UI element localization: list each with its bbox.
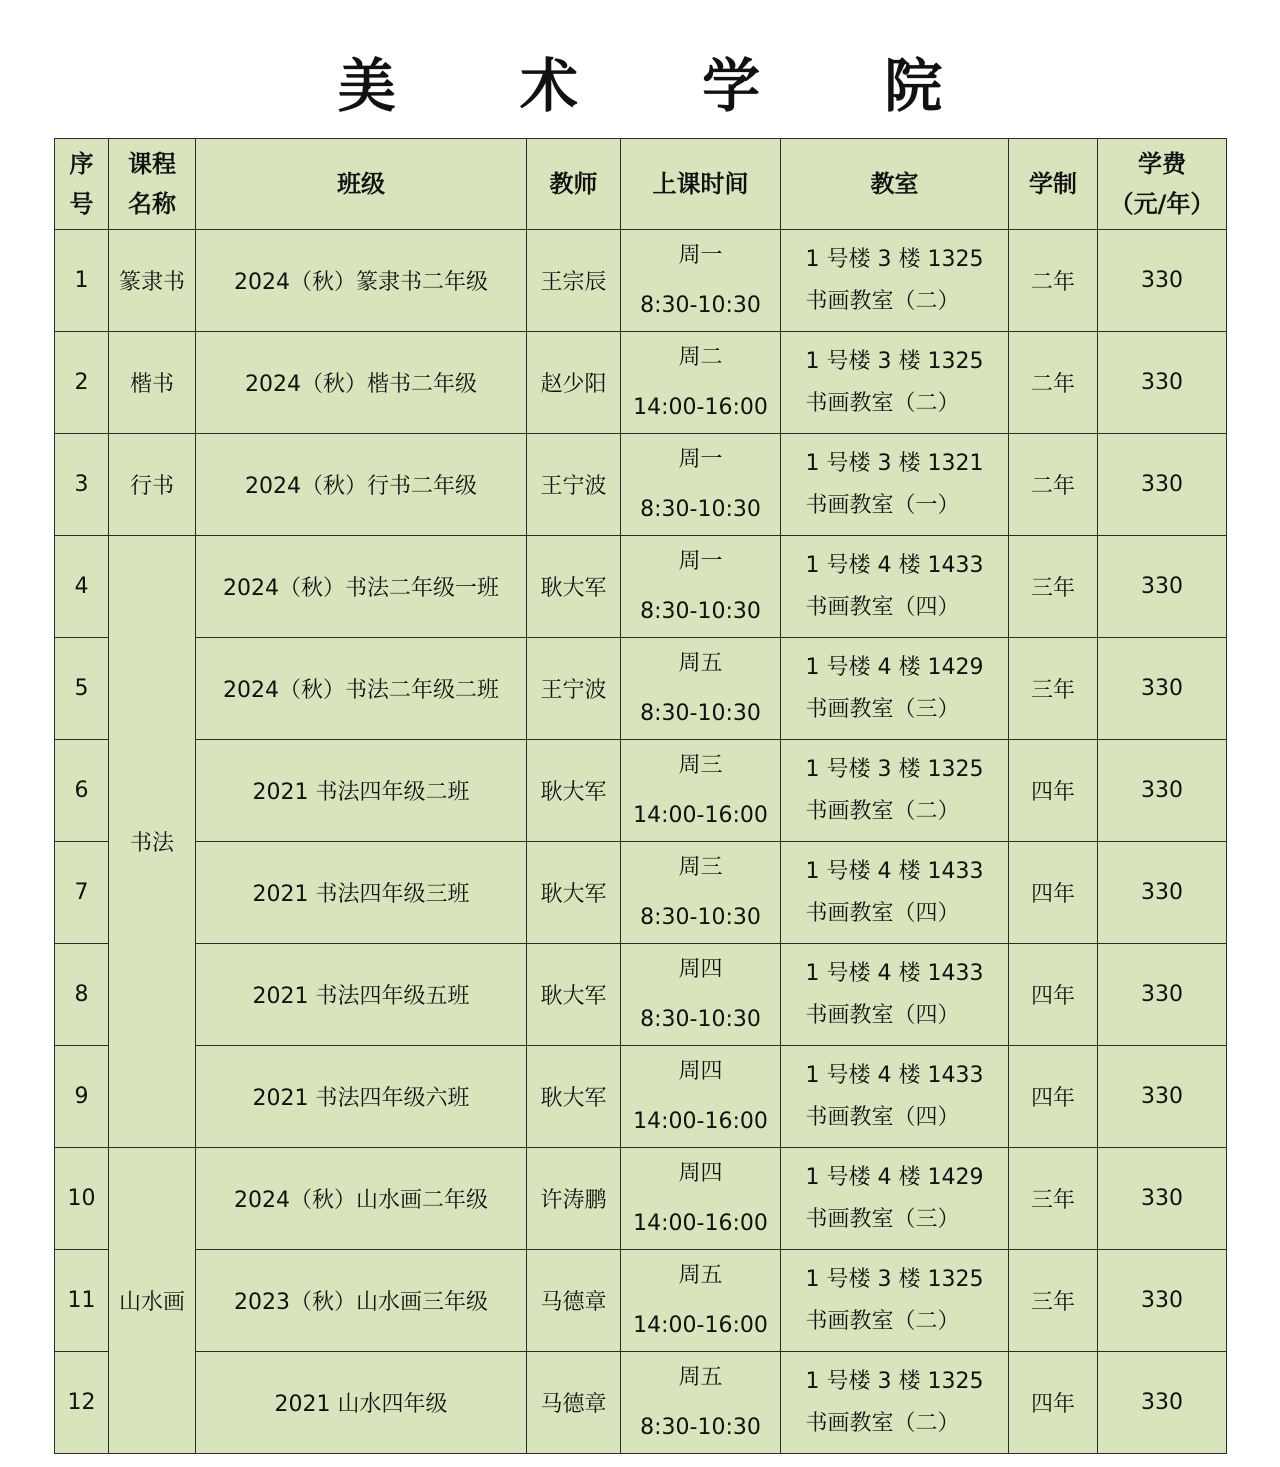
row-number: 11 xyxy=(55,1250,109,1352)
room-name: 书画教室（四） xyxy=(805,900,960,926)
row-number: 9 xyxy=(55,1046,109,1148)
weekday: 周二 xyxy=(678,344,723,370)
teacher-name: 马德章 xyxy=(527,1352,621,1454)
course-name: 山水画 xyxy=(109,1148,196,1454)
class-name: 2021 书法四年级三班 xyxy=(196,842,527,944)
teacher-name: 王宁波 xyxy=(527,434,621,536)
room-name: 书画教室（二） xyxy=(805,288,960,314)
course-name: 行书 xyxy=(109,434,196,536)
table-row xyxy=(55,740,1227,842)
header-fee: 学费 （元/年） xyxy=(1098,139,1227,230)
tuition-fee: 330 xyxy=(1098,230,1227,332)
class-time xyxy=(621,944,781,1046)
class-time xyxy=(621,536,781,638)
duration: 二年 xyxy=(1009,434,1098,536)
classroom xyxy=(781,1352,1009,1454)
header-row xyxy=(55,139,1227,230)
table-row xyxy=(55,1250,1227,1352)
row-number: 12 xyxy=(55,1352,109,1454)
classroom xyxy=(781,740,1009,842)
class-name: 2024（秋）山水画二年级 xyxy=(196,1148,527,1250)
room-location: 1 号楼 3 楼 1325 xyxy=(805,756,984,782)
tuition-fee: 330 xyxy=(1098,638,1227,740)
header-duration: 学制 xyxy=(1009,139,1098,230)
time-range: 14:00-16:00 xyxy=(633,802,768,828)
teacher-name: 耿大军 xyxy=(527,536,621,638)
teacher-name: 耿大军 xyxy=(527,842,621,944)
weekday: 周五 xyxy=(678,1262,723,1288)
weekday: 周三 xyxy=(678,752,723,778)
classroom xyxy=(781,1046,1009,1148)
weekday: 周一 xyxy=(678,446,723,472)
room-location: 1 号楼 3 楼 1321 xyxy=(805,450,984,476)
duration: 四年 xyxy=(1009,944,1098,1046)
tuition-fee: 330 xyxy=(1098,1046,1227,1148)
time-range: 8:30-10:30 xyxy=(640,1006,761,1032)
teacher-name: 许涛鹏 xyxy=(527,1148,621,1250)
class-time xyxy=(621,1352,781,1454)
table-row xyxy=(55,332,1227,434)
class-name: 2021 书法四年级五班 xyxy=(196,944,527,1046)
class-time xyxy=(621,1046,781,1148)
row-number: 6 xyxy=(55,740,109,842)
row-number: 10 xyxy=(55,1148,109,1250)
duration: 二年 xyxy=(1009,332,1098,434)
duration: 四年 xyxy=(1009,1352,1098,1454)
room-location: 1 号楼 4 楼 1433 xyxy=(805,960,984,986)
table-row xyxy=(55,1046,1227,1148)
time-range: 14:00-16:00 xyxy=(633,1210,768,1236)
class-time xyxy=(621,230,781,332)
teacher-name: 王宗辰 xyxy=(527,230,621,332)
classroom xyxy=(781,944,1009,1046)
room-name: 书画教室（二） xyxy=(805,1410,960,1436)
tuition-fee: 330 xyxy=(1098,332,1227,434)
weekday: 周四 xyxy=(678,956,723,982)
course-schedule-table xyxy=(54,138,1227,1454)
room-location: 1 号楼 3 楼 1325 xyxy=(805,348,984,374)
time-range: 8:30-10:30 xyxy=(640,598,761,624)
time-range: 8:30-10:30 xyxy=(640,904,761,930)
weekday: 周五 xyxy=(678,650,723,676)
class-name: 2021 书法四年级六班 xyxy=(196,1046,527,1148)
class-time xyxy=(621,332,781,434)
class-name: 2024（秋）行书二年级 xyxy=(196,434,527,536)
duration: 四年 xyxy=(1009,1046,1098,1148)
table-row xyxy=(55,230,1227,332)
table-row xyxy=(55,944,1227,1046)
room-name: 书画教室（二） xyxy=(805,798,960,824)
tuition-fee: 330 xyxy=(1098,1352,1227,1454)
classroom xyxy=(781,332,1009,434)
tuition-fee: 330 xyxy=(1098,944,1227,1046)
time-range: 8:30-10:30 xyxy=(640,1414,761,1440)
weekday: 周三 xyxy=(678,854,723,880)
time-range: 14:00-16:00 xyxy=(633,1108,768,1134)
duration: 三年 xyxy=(1009,638,1098,740)
course-name: 篆隶书 xyxy=(109,230,196,332)
room-location: 1 号楼 3 楼 1325 xyxy=(805,246,984,272)
row-number: 1 xyxy=(55,230,109,332)
course-name: 楷书 xyxy=(109,332,196,434)
header-time: 上课时间 xyxy=(621,139,781,230)
classroom xyxy=(781,536,1009,638)
duration: 四年 xyxy=(1009,740,1098,842)
time-range: 8:30-10:30 xyxy=(640,496,761,522)
room-location: 1 号楼 3 楼 1325 xyxy=(805,1368,984,1394)
room-location: 1 号楼 3 楼 1325 xyxy=(805,1266,984,1292)
table-row xyxy=(55,842,1227,944)
class-time xyxy=(621,740,781,842)
duration: 三年 xyxy=(1009,536,1098,638)
room-name: 书画教室（四） xyxy=(805,594,960,620)
row-number: 2 xyxy=(55,332,109,434)
class-time xyxy=(621,638,781,740)
room-location: 1 号楼 4 楼 1433 xyxy=(805,858,984,884)
class-time xyxy=(621,1250,781,1352)
classroom xyxy=(781,230,1009,332)
classroom xyxy=(781,1250,1009,1352)
weekday: 周五 xyxy=(678,1364,723,1390)
room-name: 书画教室（四） xyxy=(805,1104,960,1130)
room-location: 1 号楼 4 楼 1433 xyxy=(805,552,984,578)
header-room: 教室 xyxy=(781,139,1009,230)
class-time xyxy=(621,842,781,944)
teacher-name: 耿大军 xyxy=(527,740,621,842)
class-name: 2023（秋）山水画三年级 xyxy=(196,1250,527,1352)
class-name: 2024（秋）书法二年级一班 xyxy=(196,536,527,638)
duration: 三年 xyxy=(1009,1148,1098,1250)
class-name: 2024（秋）楷书二年级 xyxy=(196,332,527,434)
row-number: 5 xyxy=(55,638,109,740)
class-name: 2024（秋）书法二年级二班 xyxy=(196,638,527,740)
tuition-fee: 330 xyxy=(1098,536,1227,638)
row-number: 4 xyxy=(55,536,109,638)
duration: 四年 xyxy=(1009,842,1098,944)
time-range: 8:30-10:30 xyxy=(640,292,761,318)
table-row xyxy=(55,536,1227,638)
teacher-name: 王宁波 xyxy=(527,638,621,740)
table-row xyxy=(55,434,1227,536)
room-name: 书画教室（二） xyxy=(805,390,960,416)
table-row xyxy=(55,1352,1227,1454)
row-number: 7 xyxy=(55,842,109,944)
classroom xyxy=(781,434,1009,536)
page-title: 美 术 学 院 xyxy=(337,52,995,120)
time-range: 14:00-16:00 xyxy=(633,394,768,420)
tuition-fee: 330 xyxy=(1098,434,1227,536)
duration: 三年 xyxy=(1009,1250,1098,1352)
room-location: 1 号楼 4 楼 1429 xyxy=(805,1164,984,1190)
classroom xyxy=(781,638,1009,740)
tuition-fee: 330 xyxy=(1098,1250,1227,1352)
teacher-name: 赵少阳 xyxy=(527,332,621,434)
classroom xyxy=(781,1148,1009,1250)
table-row xyxy=(55,638,1227,740)
room-name: 书画教室（一） xyxy=(805,492,960,518)
class-name: 2021 书法四年级二班 xyxy=(196,740,527,842)
time-range: 14:00-16:00 xyxy=(633,1312,768,1338)
tuition-fee: 330 xyxy=(1098,740,1227,842)
class-time xyxy=(621,434,781,536)
tuition-fee: 330 xyxy=(1098,842,1227,944)
room-location: 1 号楼 4 楼 1429 xyxy=(805,654,984,680)
class-name: 2021 山水四年级 xyxy=(196,1352,527,1454)
class-name: 2024（秋）篆隶书二年级 xyxy=(196,230,527,332)
table-row xyxy=(55,1148,1227,1250)
tuition-fee: 330 xyxy=(1098,1148,1227,1250)
weekday: 周一 xyxy=(678,548,723,574)
header-class: 班级 xyxy=(196,139,527,230)
teacher-name: 耿大军 xyxy=(527,1046,621,1148)
course-name: 书法 xyxy=(109,536,196,1148)
weekday: 周四 xyxy=(678,1160,723,1186)
class-time xyxy=(621,1148,781,1250)
header-teacher: 教师 xyxy=(527,139,621,230)
header-course: 课程 名称 xyxy=(109,139,196,230)
row-number: 8 xyxy=(55,944,109,1046)
teacher-name: 马德章 xyxy=(527,1250,621,1352)
weekday: 周四 xyxy=(678,1058,723,1084)
row-number: 3 xyxy=(55,434,109,536)
weekday: 周一 xyxy=(678,242,723,268)
room-name: 书画教室（二） xyxy=(805,1308,960,1334)
room-name: 书画教室（三） xyxy=(805,696,960,722)
classroom xyxy=(781,842,1009,944)
room-name: 书画教室（四） xyxy=(805,1002,960,1028)
time-range: 8:30-10:30 xyxy=(640,700,761,726)
teacher-name: 耿大军 xyxy=(527,944,621,1046)
duration: 二年 xyxy=(1009,230,1098,332)
header-no: 序 号 xyxy=(55,139,109,230)
room-name: 书画教室（三） xyxy=(805,1206,960,1232)
room-location: 1 号楼 4 楼 1433 xyxy=(805,1062,984,1088)
